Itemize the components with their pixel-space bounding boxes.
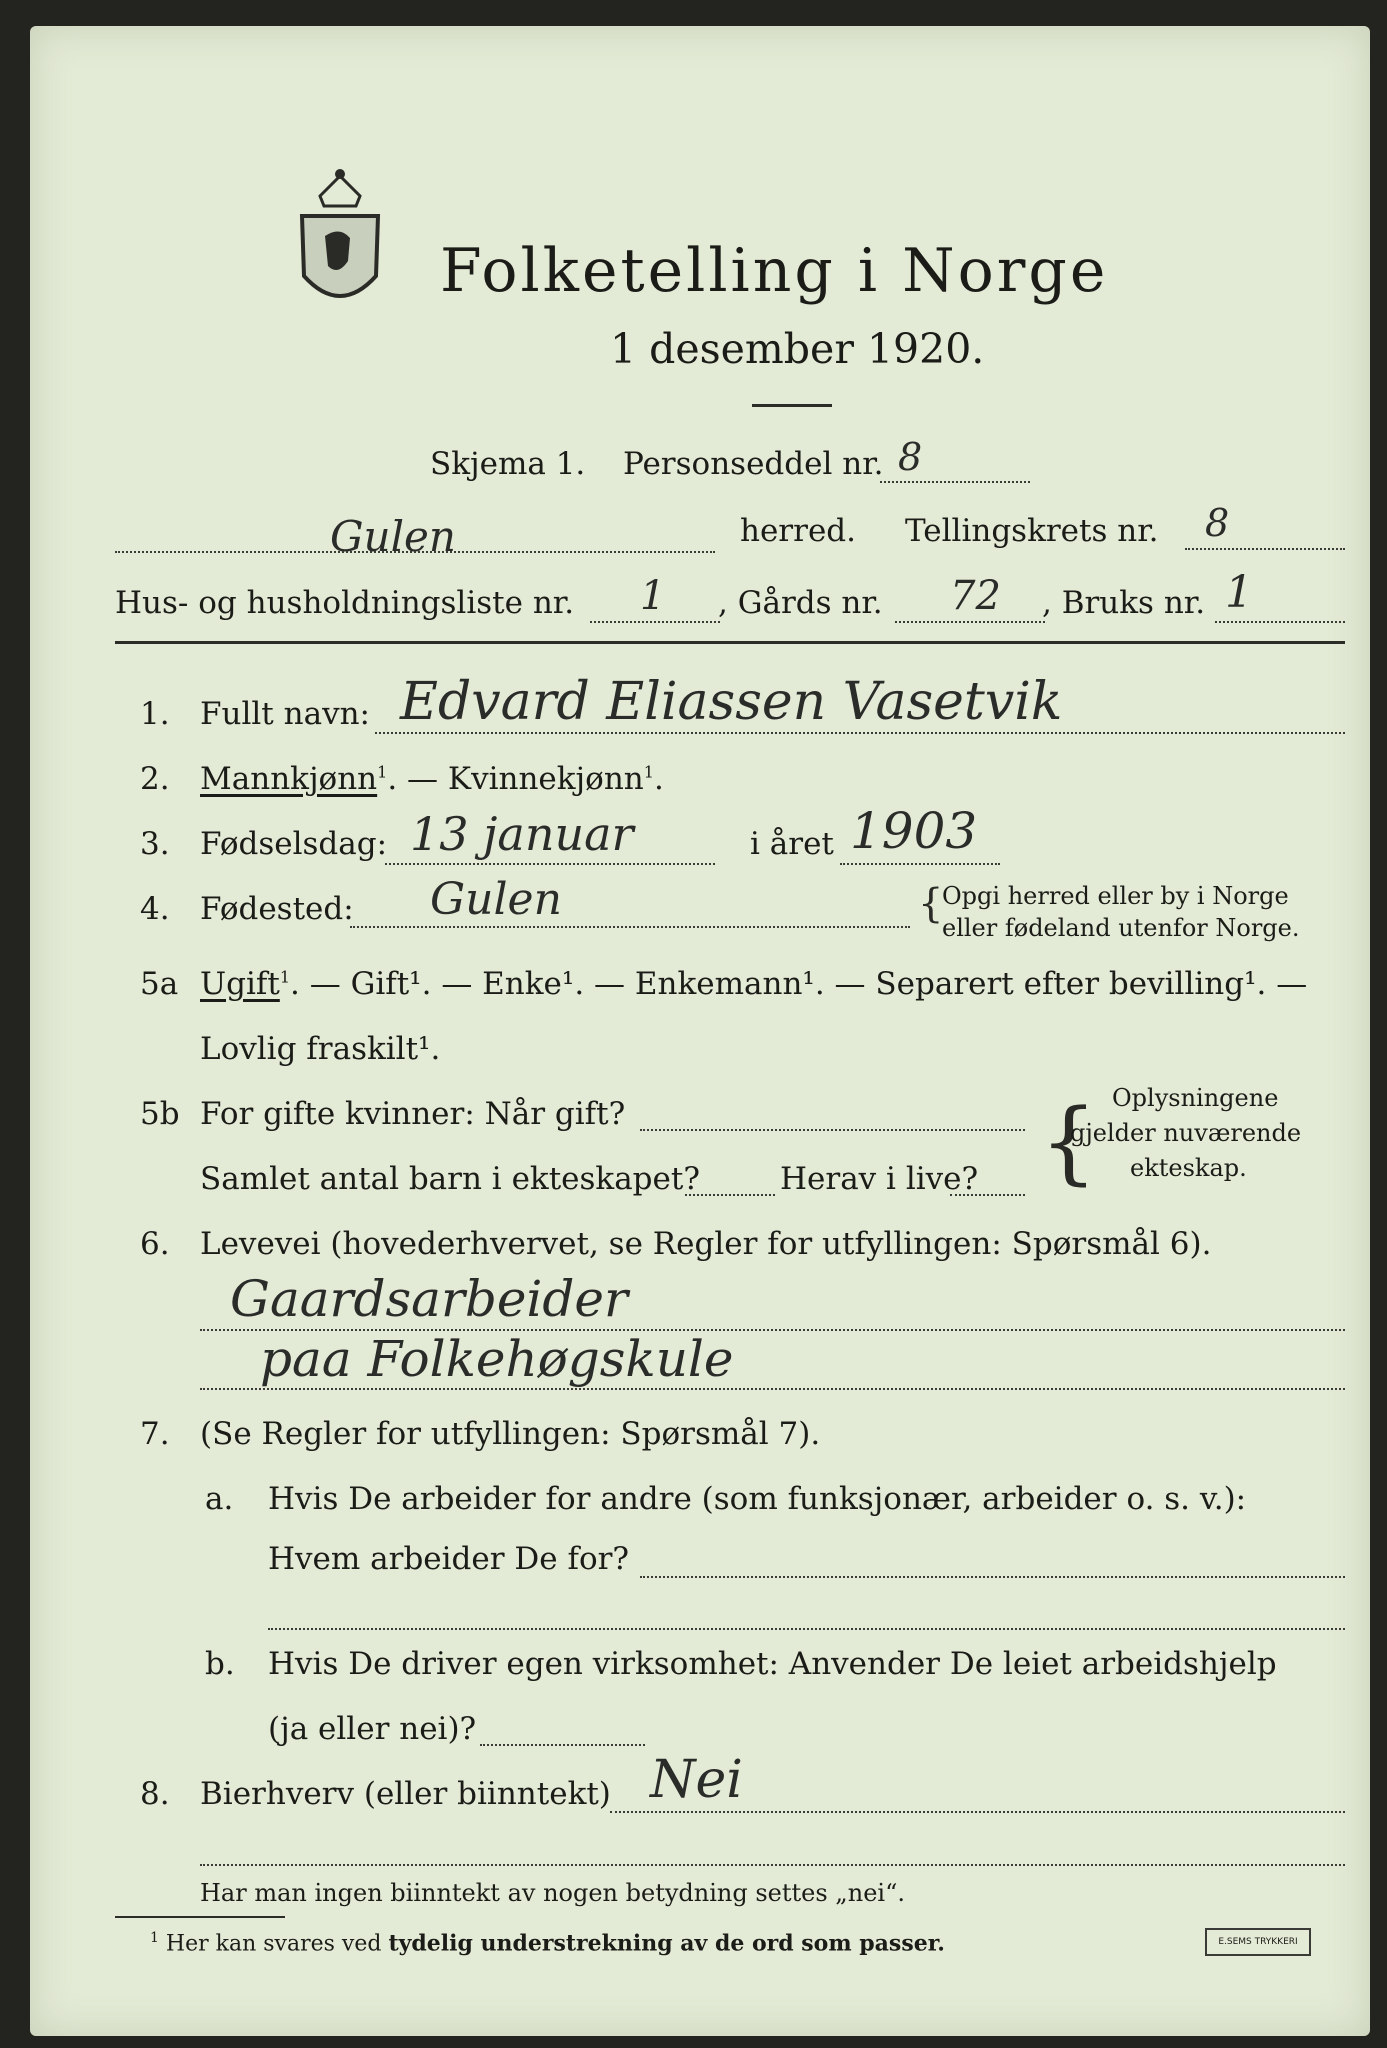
census-date: 1 desember 1920. bbox=[610, 325, 985, 373]
q7b-line bbox=[480, 1744, 645, 1746]
q6-label: Levevei (hovederhvervet, se Regler for utfyllingen: Spørsmål 6). bbox=[200, 1226, 1212, 1262]
q5a-line2: Lovlig fraskilt¹. bbox=[200, 1031, 441, 1067]
page-title: Folketelling i Norge bbox=[440, 236, 1109, 306]
q5b-line1: For gifte kvinner: Når gift? bbox=[200, 1096, 626, 1132]
bruks-label: , Bruks nr. bbox=[1042, 585, 1206, 621]
title-divider bbox=[752, 404, 832, 407]
coat-of-arms-icon bbox=[290, 166, 390, 316]
header-divider bbox=[115, 641, 1345, 644]
q5b-note-brace: { bbox=[1040, 1090, 1098, 1195]
full-name-value: Edvard Eliassen Vasetvik bbox=[400, 672, 1063, 732]
unmarried-option: Ugift bbox=[200, 966, 280, 1002]
hus-label: Hus- og husholdningsliste nr. bbox=[115, 585, 575, 621]
q2-options: Mannkjønn$^1$. — Kvinnekjønn$^1$. bbox=[200, 761, 664, 797]
q7-label: (Se Regler for utfyllingen: Spørsmål 7). bbox=[200, 1416, 821, 1452]
schema-label: Skjema 1. bbox=[430, 446, 586, 482]
personseddel-line bbox=[880, 481, 1030, 483]
q5b-alive-dots bbox=[950, 1194, 1025, 1196]
q4-line bbox=[350, 926, 910, 928]
footer-note: Har man ingen biinntekt av nogen betydning settes „nei“. bbox=[200, 1879, 905, 1907]
census-form-page bbox=[30, 26, 1370, 2036]
footnote bbox=[150, 1931, 945, 1955]
bruks-value: 1 bbox=[1225, 567, 1253, 618]
q5b-children-dots bbox=[685, 1194, 775, 1196]
q4-number: 4. bbox=[140, 891, 170, 927]
q1-number: 1. bbox=[140, 696, 170, 732]
q5b-alive-label: Herav i live? bbox=[780, 1161, 979, 1197]
footnote-text-a: Her kan svares ved bbox=[165, 1931, 382, 1957]
q4-note-line1: Opgi herred eller by i Norge bbox=[942, 882, 1289, 910]
q5b-note-line3: ekteskap. bbox=[1130, 1154, 1247, 1182]
q3-year-label: i året bbox=[750, 826, 834, 862]
birthdate-value: 13 januar bbox=[410, 807, 634, 861]
footnote-text-b: tydelig understrekning av de ord som passer. bbox=[388, 1930, 945, 1957]
gards-label: , Gårds nr. bbox=[718, 585, 883, 621]
q7a-text: Hvis De arbeider for andre (som funksjonær, arbeider o. s. v.): bbox=[268, 1481, 1247, 1517]
q7a-question: Hvem arbeider De for? bbox=[268, 1541, 630, 1577]
q1-line bbox=[375, 732, 1345, 734]
q8-number: 8. bbox=[140, 1776, 170, 1812]
q5b-children-label: Samlet antal barn i ekteskapet? bbox=[200, 1161, 700, 1197]
q7a-line2 bbox=[268, 1628, 1345, 1630]
hus-value: 1 bbox=[640, 573, 666, 619]
q3-year-line bbox=[840, 863, 1000, 865]
q7a-line1 bbox=[640, 1576, 1345, 1578]
gards-value: 72 bbox=[950, 573, 1001, 619]
occupation-value-line1: Gaardsarbeider bbox=[230, 1270, 628, 1328]
printer-stamp: E.SEMS TRYKKERI bbox=[1205, 1928, 1311, 1956]
q1-label: Fullt navn: bbox=[200, 696, 370, 732]
female-option: . — Kvinnekjønn bbox=[387, 761, 644, 797]
q5b-line1-dots bbox=[640, 1129, 1025, 1131]
birthplace-value: Gulen bbox=[430, 874, 562, 925]
q7b-text: Hvis De driver egen virksomhet: Anvender De leiet arbeidshjelp bbox=[268, 1646, 1277, 1682]
gards-line bbox=[895, 621, 1045, 623]
marital-options: . — Gift¹. — Enke¹. — Enkemann¹. — Separert efter bevilling¹. — bbox=[290, 966, 1308, 1002]
side-income-value: Nei bbox=[650, 1750, 743, 1810]
q5a-options: Ugift$^1$. — Gift¹. — Enke¹. — Enkemann¹. — Separert efter bevilling¹. — bbox=[200, 966, 1308, 1002]
q7a-letter: a. bbox=[205, 1481, 234, 1517]
q7-number: 7. bbox=[140, 1416, 170, 1452]
q5b-note-line1: Oplysningene bbox=[1112, 1084, 1279, 1112]
q3-label: Fødselsdag: bbox=[200, 826, 388, 862]
q3-line bbox=[385, 863, 715, 865]
q8-label: Bierhverv (eller biinntekt) bbox=[200, 1776, 611, 1812]
q5a-number: 5a bbox=[140, 966, 179, 1002]
herred-label: herred. bbox=[740, 513, 856, 549]
tellingskrets-label: Tellingskrets nr. bbox=[905, 513, 1159, 549]
footnote-divider bbox=[115, 1916, 285, 1918]
male-option: Mannkjønn bbox=[200, 761, 378, 797]
bruks-line bbox=[1215, 621, 1345, 623]
q4-note-line2: eller fødeland utenfor Norge. bbox=[942, 914, 1300, 942]
q8-line2 bbox=[200, 1864, 1345, 1866]
q8-line1 bbox=[610, 1811, 1345, 1813]
tellingskrets-line bbox=[1185, 548, 1345, 550]
hus-line bbox=[590, 621, 720, 623]
q5b-note-line2: gjelder nuværende bbox=[1070, 1119, 1302, 1147]
q5b-number: 5b bbox=[140, 1096, 180, 1132]
q3-number: 3. bbox=[140, 826, 170, 862]
q7b-letter: b. bbox=[205, 1646, 235, 1682]
herred-value: Gulen bbox=[330, 512, 456, 561]
q2-end: . bbox=[653, 761, 664, 797]
q2-number: 2. bbox=[140, 761, 170, 797]
q6-line2 bbox=[200, 1388, 1345, 1390]
footnote-marker: 1 bbox=[150, 1930, 159, 1946]
birth-year-value: 1903 bbox=[850, 802, 978, 860]
herred-line bbox=[115, 551, 715, 553]
q4-note-brace: { bbox=[918, 881, 944, 927]
tellingskrets-value: 8 bbox=[1205, 501, 1230, 545]
q6-number: 6. bbox=[140, 1226, 170, 1262]
personseddel-label: Personseddel nr. bbox=[623, 446, 884, 482]
personseddel-value: 8 bbox=[898, 435, 923, 479]
q4-label: Fødested: bbox=[200, 891, 354, 927]
occupation-value-line2: paa Folkehøgskule bbox=[260, 1330, 734, 1388]
q7b-question: (ja eller nei)? bbox=[268, 1711, 477, 1747]
